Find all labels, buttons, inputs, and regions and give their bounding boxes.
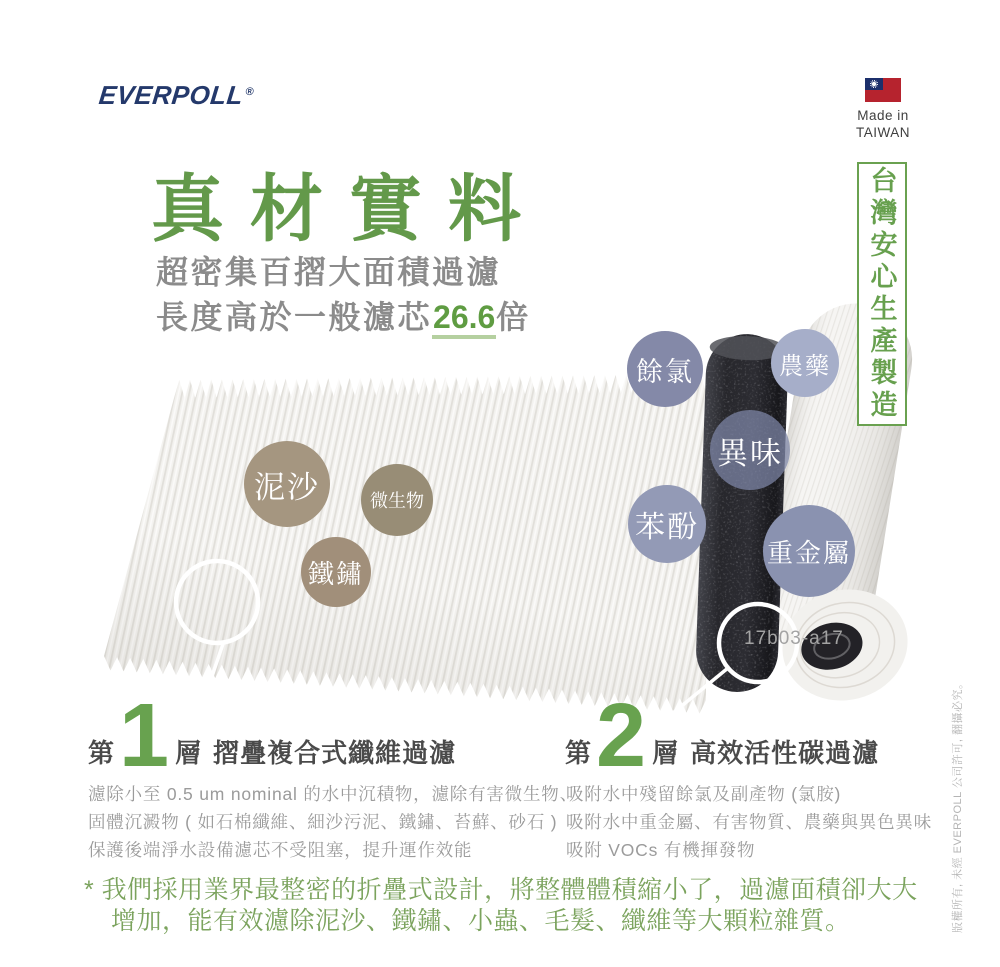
layer2-description: 吸附水中殘留餘氯及副產物 (氯胺) 吸附水中重金屬、有害物質、農藥與異色異味 吸附 VOCs 有機揮發物 [566, 784, 932, 860]
layer2-title: 高效活性碳過濾 [690, 738, 880, 768]
footnote-line2: 增加，能有效濾除泥沙、鐵鏽、小蟲、毛髮、纖維等大顆粒雜質。 [111, 907, 851, 935]
badge-phenol: 苯酚 [628, 485, 706, 563]
taiwan-production-banner [857, 162, 907, 426]
subtitle-line2: 長度高於一般濾芯26.6倍 [156, 295, 531, 340]
page-title: 真材實料 [151, 169, 547, 250]
layer1-heading: 第 1 層 摺疊複合式纖維過濾 [88, 686, 457, 786]
layer1-title: 摺疊複合式纖維過濾 [213, 738, 457, 768]
watermark-code: 17b03-a17 [744, 628, 844, 649]
registered-mark: ® [244, 86, 255, 98]
taiwan-flag-icon [865, 78, 901, 102]
sheet-shading [104, 374, 706, 713]
layer2-number: 2 [596, 686, 647, 786]
brand-name: EVERPOLL [97, 80, 245, 110]
subtitle-line1: 超密集百摺大面積過濾 [156, 254, 502, 290]
hero-subtitle [156, 250, 531, 340]
badge-odor: 異味 [710, 410, 790, 490]
badge-chlorine: 餘氯 [627, 331, 703, 407]
copyright-notice: 版權所有, 未經 EVERPOLL 公司許可, 翻攝必究。 [952, 677, 964, 933]
banner-text: 台灣安心生產製造 [866, 166, 897, 422]
layer1-description: 濾除小至 0.5 um nominal 的水中沉積物，濾除有害微生物、 固體沉澱物 ( 如石棉纖維、細沙污泥、鐵鏽、苔蘚、砂石 ) 保護後端淨水設備濾芯不受阻塞，提升運作效能 [88, 784, 578, 860]
flag-sun-icon [870, 80, 878, 88]
made-in-line2: TAIWAN [856, 125, 910, 140]
footnote-line1: * 我們採用業界最整密的折疊式設計，將整體體積縮小了，過濾面積卻大大 [84, 876, 918, 904]
layer1-number: 1 [119, 686, 170, 786]
badge-heavy-metal: 重金屬 [763, 505, 855, 597]
badge-pesticide: 農藥 [771, 329, 839, 397]
badge-sediment: 泥沙 [244, 441, 330, 527]
flag-canton [865, 78, 883, 90]
made-in-taiwan [845, 78, 921, 141]
ratio-highlight: 26.6 [432, 299, 496, 339]
badge-rust: 鐵鏽 [301, 537, 371, 607]
brand-logo [97, 80, 255, 111]
made-in-line1: Made in [857, 108, 909, 123]
layer2-heading: 第 2 層 高效活性碳過濾 [565, 686, 880, 786]
badge-microbe: 微生物 [361, 464, 433, 536]
footnote [84, 875, 918, 937]
